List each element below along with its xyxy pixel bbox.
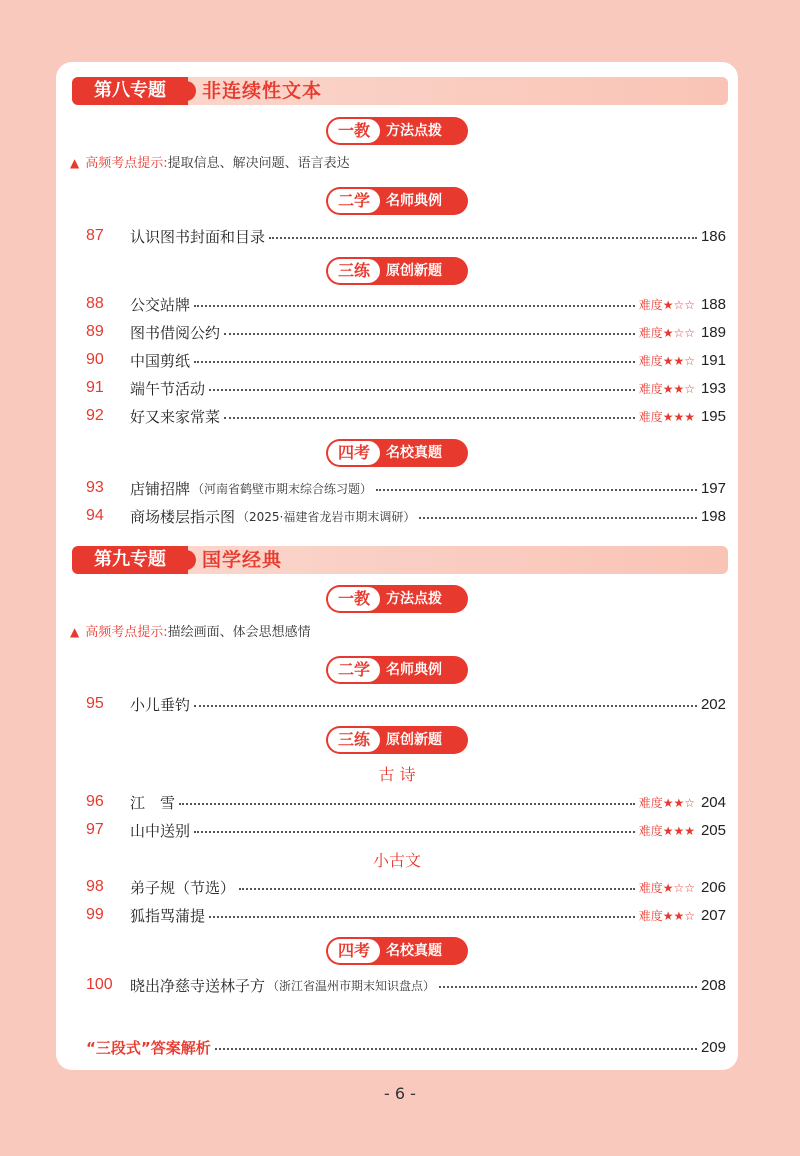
subhead-poetry: 古 诗 <box>378 765 416 784</box>
item-number: 92 <box>86 407 104 424</box>
item-number: 91 <box>86 379 104 396</box>
item-title: 晓出净慈寺送林子方 <box>130 976 266 995</box>
step-number: 三练 <box>328 259 380 283</box>
step-pill-practice <box>326 726 468 754</box>
section-8-number: 第八专题 <box>72 77 188 105</box>
item-source: （2025·福建省龙岩市期末调研） <box>237 509 416 524</box>
hint-key: 高频考点提示: <box>85 625 168 640</box>
step-pill-exam <box>326 439 468 467</box>
item-number: 97 <box>86 821 104 838</box>
difficulty-rating: 难度★★☆ <box>638 353 695 368</box>
step-number: 三练 <box>328 728 380 752</box>
item-page: 206 <box>700 878 726 896</box>
answer-key-row[interactable] <box>86 1035 726 1059</box>
item-page: 193 <box>700 379 726 397</box>
toc-row[interactable] <box>86 224 726 248</box>
difficulty-rating: 难度★★☆ <box>638 908 695 923</box>
item-title: 认识图书封面和目录 <box>130 227 266 246</box>
item-page: 186 <box>700 227 726 245</box>
dot-leader <box>215 1048 697 1050</box>
dot-leader <box>179 803 635 805</box>
step-label: 方法点拨 <box>386 591 442 607</box>
item-title: 端午节活动 <box>130 379 206 398</box>
flame-icon: ▲ <box>70 156 80 170</box>
hint-line <box>70 623 311 642</box>
item-page: 208 <box>700 976 726 994</box>
step-number: 二学 <box>328 658 380 682</box>
dot-leader <box>209 389 635 391</box>
item-page: 202 <box>700 695 726 713</box>
step-label: 名师典例 <box>386 193 442 209</box>
item-title: 弟子规（节选） <box>130 878 236 897</box>
dot-leader <box>194 361 635 363</box>
item-title: 江 雪 <box>130 793 176 812</box>
toc-card <box>56 62 738 1070</box>
dot-leader <box>194 831 635 833</box>
section-9-number: 第九专题 <box>72 546 188 574</box>
step-label: 方法点拨 <box>386 123 442 139</box>
item-number: 90 <box>86 351 104 368</box>
item-page: 204 <box>700 793 726 811</box>
difficulty-rating: 难度★★★ <box>638 823 695 838</box>
item-title: 图书借阅公约 <box>130 323 221 342</box>
item-source: （河南省鹤壁市期末综合练习题） <box>192 481 373 496</box>
item-number: 89 <box>86 323 104 340</box>
hint-key: 高频考点提示: <box>85 156 168 171</box>
item-title: 商场楼层指示图 <box>130 507 236 526</box>
toc-row[interactable] <box>86 973 726 997</box>
section-8-header <box>72 77 728 105</box>
answer-key-page: 209 <box>700 1038 726 1056</box>
hint-text: 提取信息、解决问题、语言表达 <box>167 156 350 171</box>
subhead-prose: 小古文 <box>372 851 421 870</box>
section-9-title: 国学经典 <box>202 549 283 571</box>
item-page: 205 <box>700 821 726 839</box>
difficulty-rating: 难度★★☆ <box>638 381 695 396</box>
step-pill-learn <box>326 187 468 215</box>
step-number: 四考 <box>328 939 380 963</box>
dot-leader <box>224 417 635 419</box>
toc-row[interactable] <box>86 818 726 842</box>
step-pill-teach <box>326 585 468 613</box>
item-number: 87 <box>86 227 104 244</box>
item-number: 93 <box>86 479 104 496</box>
step-pill-teach <box>326 117 468 145</box>
item-title: 公交站牌 <box>130 295 191 314</box>
toc-row[interactable] <box>86 875 726 899</box>
step-label: 名校真题 <box>386 943 442 959</box>
item-source: （浙江省温州市期末知识盘点） <box>267 978 436 993</box>
toc-row[interactable] <box>86 404 726 428</box>
dot-leader <box>419 517 697 519</box>
step-pill-practice <box>326 257 468 285</box>
hint-line <box>70 154 350 173</box>
step-number: 二学 <box>328 189 380 213</box>
toc-row[interactable] <box>86 790 726 814</box>
step-number: 一教 <box>328 587 380 611</box>
toc-row[interactable] <box>86 292 726 316</box>
toc-row[interactable] <box>86 504 726 528</box>
section-8-title: 非连续性文本 <box>202 80 323 102</box>
answer-key-label: “三段式”答案解析 <box>86 1038 211 1057</box>
item-title: 店铺招牌 <box>130 479 191 498</box>
item-page: 188 <box>700 295 726 313</box>
toc-row[interactable] <box>86 348 726 372</box>
item-number: 88 <box>86 295 104 312</box>
item-page: 191 <box>700 351 726 369</box>
toc-row[interactable] <box>86 692 726 716</box>
page-number: - 6 - <box>384 1084 416 1103</box>
toc-row[interactable] <box>86 376 726 400</box>
item-title: 中国剪纸 <box>130 351 191 370</box>
item-title: 山中送别 <box>130 821 191 840</box>
flame-icon: ▲ <box>70 625 80 639</box>
step-label: 原创新题 <box>386 732 442 748</box>
item-page: 197 <box>700 479 726 497</box>
item-page: 195 <box>700 407 726 425</box>
item-number: 99 <box>86 906 104 923</box>
toc-row[interactable] <box>86 903 726 927</box>
item-page: 198 <box>700 507 726 525</box>
step-number: 四考 <box>328 441 380 465</box>
difficulty-rating: 难度★★☆ <box>638 795 695 810</box>
step-number: 一教 <box>328 119 380 143</box>
dot-leader <box>239 888 635 890</box>
item-page: 189 <box>700 323 726 341</box>
dot-leader <box>194 705 697 707</box>
step-label: 名师典例 <box>386 662 442 678</box>
toc-row[interactable] <box>86 320 726 344</box>
section-9-header <box>72 546 728 574</box>
step-label: 原创新题 <box>386 263 442 279</box>
item-number: 94 <box>86 507 104 524</box>
item-number: 98 <box>86 878 104 895</box>
item-number: 95 <box>86 695 104 712</box>
item-number: 100 <box>86 976 113 993</box>
item-title: 好又来家常菜 <box>130 407 221 426</box>
dot-leader <box>269 237 697 239</box>
step-pill-exam <box>326 937 468 965</box>
item-title: 小儿垂钓 <box>130 695 191 714</box>
toc-row[interactable] <box>86 476 726 500</box>
dot-leader <box>439 986 697 988</box>
step-pill-learn <box>326 656 468 684</box>
difficulty-rating: 难度★☆☆ <box>638 880 695 895</box>
step-label: 名校真题 <box>386 445 442 461</box>
dot-leader <box>224 333 635 335</box>
dot-leader <box>194 305 635 307</box>
difficulty-rating: 难度★☆☆ <box>638 297 695 312</box>
item-title: 狐指骂蒲提 <box>130 906 206 925</box>
item-number: 96 <box>86 793 104 810</box>
dot-leader <box>209 916 635 918</box>
difficulty-rating: 难度★☆☆ <box>638 325 695 340</box>
item-page: 207 <box>700 906 726 924</box>
dot-leader <box>376 489 697 491</box>
hint-text: 描绘画面、体会思想感情 <box>167 625 311 640</box>
difficulty-rating: 难度★★★ <box>638 409 695 424</box>
